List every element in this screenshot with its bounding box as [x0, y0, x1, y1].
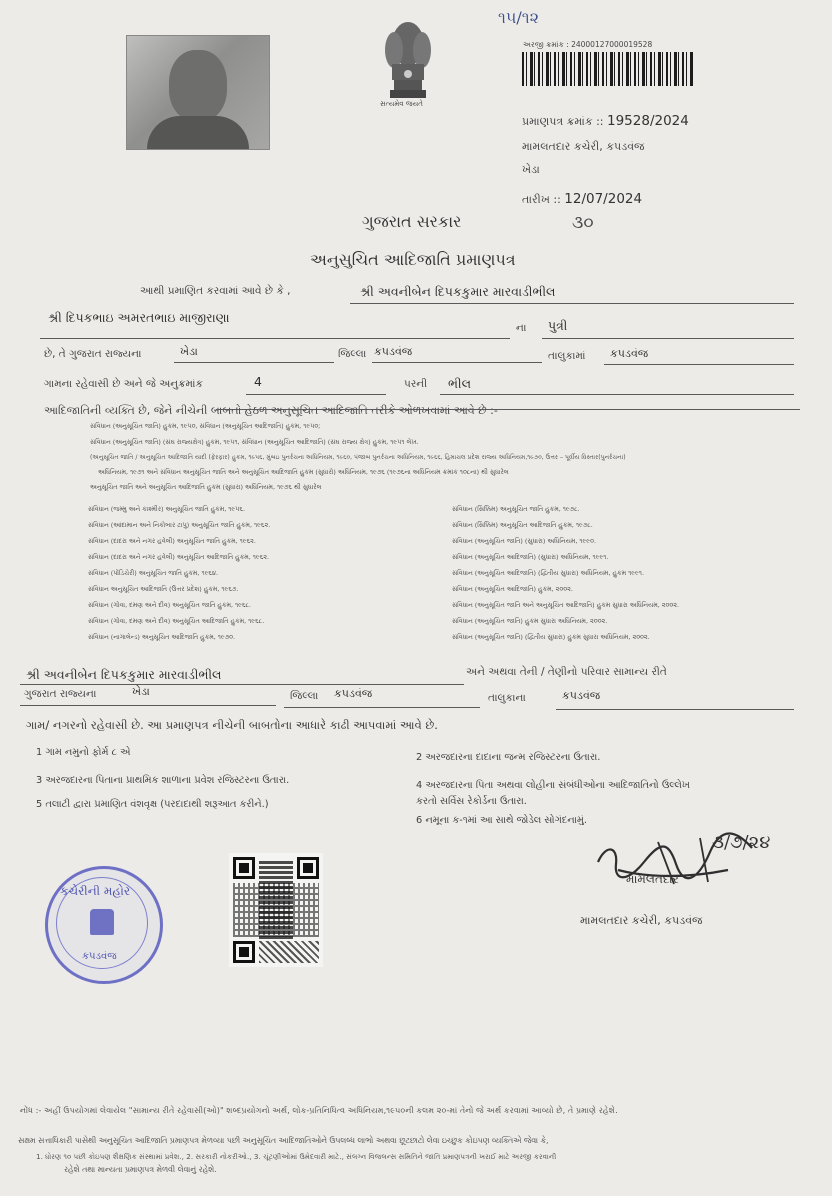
district-value: ખેડા: [180, 345, 198, 358]
office-seal-stamp: [45, 866, 163, 984]
national-emblem: [372, 14, 444, 114]
emblem-motto: સત્યમેવ જયતે: [380, 100, 423, 108]
seal-top-text: કચેરીની મહોર: [60, 884, 131, 898]
relation: પુત્રી: [548, 318, 568, 333]
footer-line-3: રહેશે તથા માન્યતા પ્રમાણપત્ર મેળવી લેવાનું રહેશે.: [64, 1165, 217, 1174]
application-number-label: અરજી ક્રમાંક :: [523, 40, 569, 49]
footer-line-1: સક્ષમ સત્તાધિકારી પાસેથી અનુસૂચિત આદિજાતિ પ્રમાણપત્ર મેળવ્યા પછી અનુસૂચિત આદિજાતિઓને ઉપલબ્ધ લાભો અથવા છૂટછાટો લેવા ઇચ્છુક કોઇપણ વ્યક્તિએ જેવા કે,: [18, 1136, 549, 1145]
recognition-text: આદિજાતિની વ્યક્તિ છે, જેને નીચેની બાબતો હેઠળ અનુસૂચિત આદિજાતિ તરીકે ઓળખવામાં આવે છે :-: [44, 404, 498, 417]
taluka-name: કપડવંજ: [610, 347, 649, 360]
signatory-office: મામલતદાર કચેરી, કપડવંજ: [580, 914, 703, 927]
father-name: શ્રી દિપકભાઇ અમરતભાઇ માજીરાણા: [48, 310, 230, 325]
district2-label: જિલ્લા: [290, 690, 319, 702]
certificate-no: 19528/2024: [607, 113, 689, 129]
order-right: સંવિધાન (અનુસૂચિત આદિજાતિ) (દ્વિતીય સુધારા) અધિનિયમ, હુકમ ૧૯૯૧.: [452, 569, 644, 577]
top-handwritten-note: ૧૫/૧૨: [498, 8, 539, 27]
basis-item: 6 નમૂના ક-૧માં આ સાથે જોડેલ સોગંદનામું.: [416, 815, 587, 826]
application-number: 24000127000019528: [571, 40, 653, 49]
law-line: સંવિધાન (અનુસૂચિત જાતિ) હુકમ, ૧૯૫૦, સંવિધાન (અનુસૂચિત આદિજાતિ) હુકમ, ૧૯૫૦;: [90, 422, 321, 430]
applicant-photo: [126, 35, 270, 150]
order-left: સંવિધાન (આંદામાન અને નિકોબાર ટાપુ) અનુસૂચિત જાતિ હુકમ, ૧૯૬૨.: [88, 521, 271, 529]
order-left: સંવિધાન (જમ્મુ અને કાશ્મીર) અનુસૂચિત જાતિ હુકમ, ૧૯૫૬.: [88, 505, 245, 513]
order-left: સંવિધાન (ગોવા, દમણ અને દીવ) અનુસૂચિત જાતિ હુકમ, ૧૯૬૮.: [88, 601, 252, 609]
state-label: છે, તે ગુજરાત રાજ્યના: [44, 348, 142, 360]
taluka-label: તાલુકામાં: [548, 350, 586, 362]
footer-line-2: 1. ધોરણ ૧૦ પછી કોઇપણ શૈક્ષણિક સંસ્થામાં પ્રવેશ., 2. સરકારી નોકરીઓ., 3. ચૂંટણીઓમાં ઉમેદવારી માટે., સંલગ્ન વિજલન્સ સમિતિને જાતિ પ્રમાણપત્રની ખરાઈ માટે અરજી કરવાની: [36, 1152, 557, 1161]
barcode: [522, 52, 694, 86]
order-right: સંવિધાન (સિક્કિમ) અનુસૂચિત જાતિ હુકમ, ૧૯૭૮.: [452, 505, 580, 513]
order-right: સંવિધાન (અનુસૂચિત આદિજાતિ) (સુધારા) અધિનિયમ, ૧૯૯૧.: [452, 553, 609, 561]
certificate-no-label: પ્રમાણપત્ર ક્રમાંક ::: [522, 115, 604, 128]
basis-item: 1 ગામ નમુનો ફોર્મ ૮ એ: [36, 747, 131, 758]
order-right: સંવિધાન (અનુસૂચિત આદિજાતિ) હુકમ, ૨૦૦૨.: [452, 585, 573, 593]
residence-text: ગામ/ નગરનો રહેવાસી છે. આ પ્રમાણપત્ર નીચેની બાબતોના આધારે કાઢી આપવામાં આવે છે.: [26, 718, 438, 732]
tribe-name: ભીલ: [448, 376, 472, 391]
order-right: સંવિધાન (સિક્કિમ) અનુસૂચિત આદિજાતિ હુકમ, ૧૯૭૮.: [452, 521, 593, 529]
date-label: તારીખ ::: [522, 193, 561, 206]
district2-value: ખેડા: [132, 685, 150, 698]
order-right: સંવિધાન (અનુસૂચિત જાતિ) (સુધારા) અધિનિયમ, ૧૯૯૦.: [452, 537, 596, 545]
order-right: સંવિધાન (અનુસૂચિત જાતિ અને અનુસૂચિત આદિજાતિ) હુકમ સુધારા અધિનિયમ, ૨૦૦૨.: [452, 601, 680, 609]
signature-handwritten-date: ૩/૭/૨૪: [712, 832, 771, 853]
basis-item: 4 અરજદારના પિતા અથવા લોહીના સંબંધીઓના આદિજાતિનો ઉલ્લેખ: [416, 780, 690, 791]
basis-item: કરતો સર્વિસ રેકોર્ડના ઉતારા.: [416, 796, 527, 807]
law-line: સંવિધાન (અનુસૂચિત જાતિ) (સંઘ રાજ્યક્ષેત્ર) હુકમ, ૧૯૫૧, સંવિધાન (અનુસૂચિત આદિજાતિ) (સંઘ રાજ્ય ક્ષેત્ર) હુકમ, ૧૯૫૧ લેખ.: [90, 438, 419, 446]
order-right: સંવિધાન (અનુસૂચિત જાતિ) (દ્વિતીય સુધારા) હુકમ સુધારા અધિનિયમ, ૨૦૦૨.: [452, 633, 650, 641]
district2-name: કપડવંજ: [334, 687, 373, 700]
order-left: સંવિધાન (ગોવા, દમણ અને દીવ) અનુસૂચિત આદિજાતિ હુકમ, ૧૯૬૮.: [88, 617, 265, 625]
na-label: ના: [516, 322, 527, 334]
signatory-role: મામલતદાર: [626, 872, 679, 886]
basis-item: 5 તલાટી દ્વારા પ્રમાણિત વંશવૃક્ષ (પરદાદાથી શરૂઆત કરીને.): [36, 799, 269, 810]
basis-item: 3 અરજદારના પિતાના પ્રાથમિક શાળાના પ્રવેશ રજિસ્ટરના ઉતારા.: [36, 775, 290, 786]
state2-label: ગુજરાત રાજ્યના: [24, 688, 97, 700]
date-value: 12/07/2024: [564, 191, 643, 207]
order-left: સંવિધાન અનુસૂચિત આદિજાતિ (ઉત્તર પ્રદેશ) હુકમ, ૧૯૬૭.: [88, 585, 239, 593]
order-left: સંવિધાન (નાગાલેન્ડ) અનુસૂચિત આદિજાતિ હુકમ, ૧૯૭૦.: [88, 633, 236, 641]
intro-text: આથી પ્રમાણિત કરવામાં આવે છે કે ,: [140, 285, 291, 297]
district-label: જિલ્લા: [338, 348, 367, 360]
applicant-name-repeat: શ્રી અવનીબેન દિપકકુમાર મારવાડીભીલ: [26, 667, 222, 682]
taluka2-label: તાલુકાના: [488, 692, 526, 704]
district-name: કપડવંજ: [374, 345, 413, 358]
handwritten-30: ૩૦: [572, 213, 594, 233]
certificate-title: અનુસુચિત આદિજાતિ પ્રમાણપત્ર: [310, 250, 516, 269]
footer-note: નોંધ :- અહીં ઉપયોગમાં લેવાયેલ "સામાન્ય રીતે રહેવાસી(ઓ)" શબ્દપ્રયોગનો અર્થ, લોક-પ્રતિનિધિત્વ અધિનિયમ,૧૯૫૦ની કલમ ૨૦-માં તેનો જે અર્થ કરવામાં આવ્યો છે, તે પ્રમાણે રહેશે.: [20, 1105, 618, 1115]
tribe-label: પરની: [404, 378, 428, 390]
law-line: (અનુસૂચિત જાતિ / અનુસૂચિત આદિજાતિ યાદી (ફેરફાર) હુકમ, ૧૯૫૬, મુંબઇ પુનર્રચના અધિનિયમ, ૧૯૬૦, પંજાબ પુનર્રચના અધિનિયમ, ૧૯૬૬, હિમાચલ પ્રદેશ રાજ્ય અધિનિયમ,૧૯૭૦, ઉત્તર – પૂર્વીય વિસ્તાર(પુનર્રચના): [90, 454, 626, 461]
taluka2-name: કપડવંજ: [562, 689, 601, 702]
seal-bottom-text: કપડવંજ: [82, 951, 117, 962]
serial-no: 4: [254, 374, 262, 389]
order-right: સંવિધાન (અનુસૂચિત જાતિ) હુકમ સુધારા અધિનિયમ, ૨૦૦૨.: [452, 617, 608, 625]
office-line-2: ખેડા: [522, 163, 540, 176]
village-label: ગામના રહેવાસી છે અને જે અનુક્રમાંક: [44, 378, 203, 390]
office-line-1: મામલતદાર કચેરી, કપડવંજ: [522, 140, 645, 153]
basis-item: 2 અરજદારના દાદાના જન્મ રજિસ્ટરના ઉતારા.: [416, 752, 601, 763]
govt-title: ગુજરાત સરકાર: [362, 212, 462, 231]
law-line: અધિનિયમ, ૧૯૭૧ અને સંવિધાન અનુસૂચિત જાતિ અને અનુસૂચિત આદિજાતિ હુકમ (સુધારો) અધિનિયમ, ૧૯૭૬ (૧૯૭૬ના અધિનિયમ ક્રમાંક ૧૦૮ના) થી સુધારેલ: [98, 468, 509, 476]
order-left: સંવિધાન (દાદરા અને નગર હવેલી) અનુસૂચિત આદિજાતિ હુકમ, ૧૯૬૨.: [88, 553, 270, 561]
family-text: અને અથવા તેની / તેણીનો પરિવાર સામાન્ય રીતે: [466, 666, 667, 678]
law-line: અનુસૂચિત જાતિ અને અનુસૂચિત આદિજાતિ હુકમ (સુધારા) અધિનિયમ, ૧૯૭૬ થી સુધારેલ: [90, 483, 322, 491]
order-left: સંવિધાન (પોંડિચેરી) અનુસૂચિત જાતિ હુકમ, ૧૯૬૪.: [88, 569, 218, 577]
order-left: સંવિધાન (દાદરા અને નગર હવેલી) અનુસૂચિત જાતિ હુકમ, ૧૯૬૨.: [88, 537, 256, 545]
qr-code: [229, 853, 323, 967]
applicant-name: શ્રી અવનીબેન દિપકકુમાર મારવાડીભીલ: [360, 284, 556, 299]
